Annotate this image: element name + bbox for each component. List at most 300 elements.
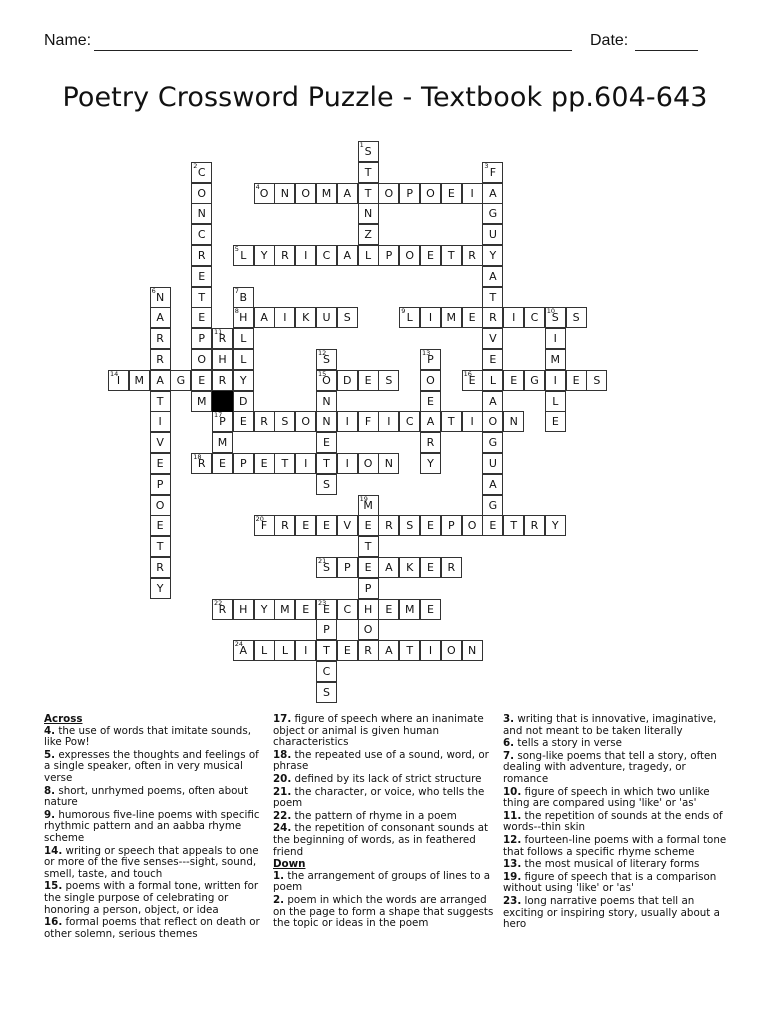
grid-cell[interactable] [254, 599, 275, 620]
cell-letter: O [363, 457, 373, 470]
grid-cell[interactable] [150, 453, 171, 474]
cell-letter: L [489, 373, 496, 387]
grid-cell[interactable] [150, 307, 171, 328]
grid-cell[interactable] [545, 515, 566, 536]
grid-cell[interactable] [399, 245, 420, 266]
cell-letter: D [239, 394, 248, 408]
cell-letter: N [280, 186, 289, 200]
cell-letter: M [363, 498, 373, 512]
grid-cell[interactable] [191, 307, 212, 328]
grid-cell[interactable] [254, 183, 275, 204]
grid-cell[interactable] [545, 349, 566, 370]
grid-cell[interactable] [316, 682, 337, 703]
grid-cell[interactable] [420, 349, 441, 370]
cell-letter: I [345, 415, 349, 429]
clue-number: 11. [503, 809, 522, 822]
cell-letter: A [489, 394, 497, 408]
grid-cell[interactable] [358, 640, 379, 661]
grid-cell[interactable] [482, 453, 503, 474]
grid-cell[interactable] [274, 245, 295, 266]
clue-number: 12. [503, 833, 522, 846]
clue: 9. humorous five-line poems with specific rhythmic pattern and an aabba rhyme scheme [44, 808, 260, 844]
clue-number: 20. [273, 772, 292, 785]
grid-cell[interactable] [358, 245, 379, 266]
grid-cell[interactable] [441, 515, 462, 536]
cell-letter: P [323, 623, 330, 637]
grid-cell[interactable] [191, 203, 212, 224]
grid-cell[interactable] [545, 411, 566, 432]
cell-letter: N [363, 207, 373, 221]
grid-cell[interactable] [150, 391, 171, 412]
grid-cell[interactable] [233, 370, 254, 391]
clue-number: 14. [44, 844, 63, 857]
grid-cell[interactable] [378, 453, 399, 474]
cell-letter: T [323, 457, 330, 470]
date-label: Date: [590, 32, 629, 49]
grid-cell[interactable] [212, 370, 233, 391]
grid-cell[interactable] [399, 307, 420, 328]
clue: 23. long narrative poems that tell an exciting or inspiring story, usually about a hero [503, 894, 720, 931]
grid-cell[interactable] [150, 432, 171, 453]
clue-number: 8. [44, 784, 56, 797]
grid-cell[interactable] [566, 370, 587, 391]
grid-cell[interactable] [441, 307, 462, 328]
grid-cell[interactable] [420, 515, 441, 536]
cell-letter: E [364, 561, 372, 574]
grid-cell[interactable] [358, 557, 379, 578]
cell-letter: L [240, 249, 247, 262]
grid-cell[interactable] [399, 515, 420, 536]
grid-cell[interactable] [482, 432, 503, 453]
cell-letter: C [197, 228, 206, 242]
cell-letter: T [510, 519, 518, 533]
grid-cell[interactable] [233, 307, 254, 328]
cell-letter: I [158, 415, 162, 429]
grid-cell[interactable] [378, 245, 399, 266]
cell-letter: T [447, 249, 455, 262]
cell-letter: A [426, 415, 435, 429]
grid-cell[interactable] [399, 183, 420, 204]
grid-cell[interactable] [191, 391, 212, 412]
grid-cell[interactable] [295, 183, 316, 204]
cell-letter: Y [260, 249, 268, 262]
grid-cell[interactable] [358, 203, 379, 224]
cell-letter: E [427, 249, 434, 262]
grid-cell[interactable] [482, 203, 503, 224]
grid-cell[interactable] [191, 162, 212, 183]
grid-cell[interactable] [399, 640, 420, 661]
grid-cell[interactable] [295, 307, 316, 328]
grid-cell[interactable] [586, 370, 607, 391]
grid-cell[interactable] [358, 224, 379, 245]
clue-number: 2 [193, 161, 198, 170]
grid-cell[interactable] [150, 557, 171, 578]
cell-letter: E [427, 561, 434, 574]
grid-cell[interactable] [150, 515, 171, 536]
cell-letter: R [385, 519, 393, 533]
grid-cell[interactable] [274, 640, 295, 661]
clue-number: 9. [44, 808, 56, 821]
clue-number: 16 [463, 369, 472, 378]
cell-letter: R [468, 249, 476, 262]
grid-cell[interactable] [545, 370, 566, 391]
grid-cell[interactable] [150, 578, 171, 599]
grid-cell[interactable] [503, 370, 524, 391]
grid-cell[interactable] [399, 599, 420, 620]
grid-cell[interactable] [378, 640, 399, 661]
grid-cell[interactable] [337, 453, 358, 474]
clue-number: 3. [503, 713, 515, 725]
clue: 10. figure of speech in which two unlike thing are compared using 'like' or 'as' [503, 785, 710, 810]
grid-cell[interactable] [150, 474, 171, 495]
cell-letter: L [240, 332, 247, 346]
grid-cell[interactable] [358, 536, 379, 557]
grid-cell[interactable] [482, 495, 503, 516]
grid-cell[interactable] [295, 640, 316, 661]
clue-number: 7 [234, 286, 239, 295]
grid-cell[interactable] [482, 411, 503, 432]
grid-cell[interactable] [212, 453, 233, 474]
cell-letter: P [385, 249, 393, 262]
cell-letter: R [218, 332, 227, 346]
grid-cell[interactable] [316, 599, 337, 620]
grid-cell[interactable] [233, 391, 254, 412]
grid-cell[interactable] [482, 183, 503, 204]
clue-number: 18 [193, 453, 202, 461]
grid-cell[interactable] [337, 245, 358, 266]
grid-cell[interactable] [399, 557, 420, 578]
grid-cell[interactable] [191, 453, 212, 474]
grid-cell[interactable] [295, 411, 316, 432]
cell-letter: G [488, 436, 498, 450]
cell-letter: E [323, 602, 330, 616]
grid-cell[interactable] [524, 515, 545, 536]
clue-number: 13. [503, 858, 522, 871]
grid-cell[interactable] [420, 391, 441, 412]
grid-cell[interactable] [358, 162, 379, 183]
grid-cell[interactable] [441, 557, 462, 578]
cell-letter: E [427, 394, 434, 408]
grid-cell[interactable] [420, 557, 441, 578]
cell-letter: S [323, 353, 330, 366]
clue-number: 4 [255, 182, 260, 191]
grid-cell[interactable] [566, 307, 587, 328]
grid-cell[interactable] [420, 411, 441, 432]
grid-cell[interactable] [150, 328, 171, 349]
grid-cell[interactable] [337, 183, 358, 204]
grid-cell[interactable] [358, 599, 379, 620]
grid-cell[interactable] [316, 453, 337, 474]
grid-cell[interactable] [233, 349, 254, 370]
clue-number: 5. [44, 748, 56, 761]
grid-cell[interactable] [337, 370, 358, 391]
grid-cell[interactable] [420, 640, 441, 661]
grid-cell[interactable] [233, 411, 254, 432]
grid-cell[interactable] [358, 183, 379, 204]
grid-cell[interactable] [316, 349, 337, 370]
grid-cell[interactable] [316, 557, 337, 578]
cell-letter: E [239, 415, 247, 429]
grid-cell[interactable] [129, 370, 150, 391]
grid-cell[interactable] [545, 328, 566, 349]
grid-cell[interactable] [316, 619, 337, 640]
black-cell [212, 391, 233, 412]
grid-cell[interactable] [316, 432, 337, 453]
grid-cell[interactable] [170, 370, 191, 391]
grid-cell[interactable] [316, 391, 337, 412]
cell-letter: G [530, 373, 539, 387]
cell-letter: R [156, 561, 164, 574]
grid-cell[interactable] [316, 474, 337, 495]
clue-number: 1. [273, 869, 285, 882]
grid-cell[interactable] [482, 391, 503, 412]
grid-cell[interactable] [233, 328, 254, 349]
grid-cell[interactable] [337, 640, 358, 661]
cell-letter: P [239, 457, 247, 470]
grid-cell[interactable] [420, 453, 441, 474]
grid-cell[interactable] [274, 515, 295, 536]
cell-letter: A [489, 269, 497, 283]
grid-cell[interactable] [503, 307, 524, 328]
grid-cell[interactable] [420, 432, 441, 453]
grid-cell[interactable] [462, 245, 483, 266]
grid-cell[interactable] [254, 640, 275, 661]
grid-cell[interactable] [482, 224, 503, 245]
grid-cell[interactable] [358, 411, 379, 432]
cell-letter: T [156, 394, 164, 408]
grid-cell[interactable] [462, 515, 483, 536]
cell-letter: Y [427, 457, 434, 470]
grid-cell[interactable] [233, 287, 254, 308]
grid-cell[interactable] [378, 183, 399, 204]
grid-cell[interactable] [150, 370, 171, 391]
grid-cell[interactable] [191, 349, 212, 370]
grid-cell[interactable] [337, 411, 358, 432]
clue: 21. the character, or voice, who tells the poem [273, 785, 485, 810]
grid-cell[interactable] [482, 515, 503, 536]
grid-cell[interactable] [316, 183, 337, 204]
cell-letter: T [198, 290, 206, 304]
clue-number: 2. [273, 893, 285, 906]
grid-cell[interactable] [420, 370, 441, 391]
cell-letter: E [156, 457, 164, 470]
grid-cell[interactable] [337, 307, 358, 328]
grid-cell[interactable] [441, 411, 462, 432]
grid-cell[interactable] [358, 453, 379, 474]
cell-letter: E [364, 373, 372, 387]
cell-letter: E [447, 186, 455, 200]
grid-cell[interactable] [337, 557, 358, 578]
cell-letter: D [343, 373, 352, 387]
cell-letter: E [198, 311, 206, 325]
grid-cell[interactable] [274, 307, 295, 328]
clue: 19. figure of speech that is a comparison without using 'like' or 'as' [503, 870, 717, 895]
grid-cell[interactable] [503, 411, 524, 432]
grid-cell[interactable] [420, 599, 441, 620]
grid-cell[interactable] [150, 536, 171, 557]
grid-cell[interactable] [191, 266, 212, 287]
grid-cell[interactable] [212, 599, 233, 620]
grid-cell[interactable] [358, 619, 379, 640]
grid-cell[interactable] [295, 453, 316, 474]
grid-cell[interactable] [274, 599, 295, 620]
grid-cell[interactable] [316, 411, 337, 432]
grid-cell[interactable] [254, 307, 275, 328]
cell-letter: H [363, 602, 373, 616]
clue-number: 14 [110, 369, 119, 378]
grid-cell[interactable] [212, 328, 233, 349]
grid-cell[interactable] [254, 515, 275, 536]
cell-letter: E [551, 415, 559, 429]
grid-cell[interactable] [378, 370, 399, 391]
grid-cell[interactable] [545, 307, 566, 328]
cell-letter: R [218, 373, 227, 387]
grid-cell[interactable] [150, 287, 171, 308]
cell-letter: E [489, 353, 497, 366]
grid-cell[interactable] [358, 370, 379, 391]
grid-cell[interactable] [212, 432, 233, 453]
grid-cell[interactable] [462, 640, 483, 661]
grid-cell[interactable] [378, 411, 399, 432]
grid-cell[interactable] [482, 370, 503, 391]
cell-letter: I [428, 644, 433, 658]
grid-cell[interactable] [150, 349, 171, 370]
grid-cell[interactable] [191, 245, 212, 266]
grid-cell[interactable] [316, 640, 337, 661]
cell-letter: N [197, 207, 206, 221]
grid-cell[interactable] [378, 599, 399, 620]
cell-letter: E [468, 311, 476, 325]
cell-letter: E [364, 519, 372, 533]
clue: 12. fourteen-line poems with a formal tone that follows a specific rhyme scheme [503, 833, 727, 858]
grid-cell[interactable] [233, 640, 254, 661]
page-title: Poetry Crossword Puzzle - Textbook pp.604-643 [62, 82, 708, 113]
grid-cell[interactable] [316, 307, 337, 328]
cell-letter: L [261, 644, 268, 658]
grid-cell[interactable] [358, 515, 379, 536]
cell-letter: S [343, 311, 351, 325]
cell-letter: L [240, 353, 247, 366]
grid-cell[interactable] [482, 245, 503, 266]
cell-letter: R [281, 519, 289, 533]
grid-cell[interactable] [233, 453, 254, 474]
grid-cell[interactable] [462, 411, 483, 432]
grid-cell[interactable] [191, 328, 212, 349]
clue: 7. song-like poems that tell a story, often dealing with adventure, tragedy, or romance [503, 749, 717, 785]
grid-cell[interactable] [358, 578, 379, 599]
grid-cell[interactable] [378, 557, 399, 578]
grid-cell[interactable] [482, 307, 503, 328]
grid-cell[interactable] [337, 515, 358, 536]
grid-cell[interactable] [316, 515, 337, 536]
grid-cell[interactable] [482, 162, 503, 183]
cell-letter: N [509, 415, 518, 429]
cell-letter: P [364, 581, 372, 595]
grid-cell[interactable] [274, 183, 295, 204]
grid-cell[interactable] [295, 515, 316, 536]
grid-cell[interactable] [378, 515, 399, 536]
grid-cell[interactable] [212, 349, 233, 370]
cell-letter: E [427, 602, 434, 616]
cell-letter: Y [156, 581, 164, 595]
grid-cell[interactable] [503, 515, 524, 536]
grid-cell[interactable] [233, 245, 254, 266]
grid-cell[interactable] [482, 266, 503, 287]
grid-cell[interactable] [441, 183, 462, 204]
clue-number: 15. [44, 880, 63, 893]
grid-cell[interactable] [191, 183, 212, 204]
grid-cell[interactable] [545, 391, 566, 412]
grid-cell[interactable] [191, 287, 212, 308]
grid-cell[interactable] [254, 411, 275, 432]
grid-cell[interactable] [399, 411, 420, 432]
grid-cell[interactable] [212, 411, 233, 432]
grid-cell[interactable] [420, 183, 441, 204]
grid-cell[interactable] [441, 640, 462, 661]
grid-cell[interactable] [316, 370, 337, 391]
clue-number: 15 [318, 369, 327, 378]
cell-letter: E [219, 457, 226, 470]
grid-cell[interactable] [420, 307, 441, 328]
cell-letter: E [198, 373, 206, 387]
grid-cell[interactable] [524, 370, 545, 391]
cell-letter: P [219, 415, 226, 429]
cell-letter: O [488, 415, 498, 429]
grid-cell[interactable] [420, 245, 441, 266]
clue: 14. writing or speech that appeals to one or more of the five senses---sight, sound, smell, taste, and touch [44, 844, 259, 880]
grid-cell[interactable] [482, 287, 503, 308]
clue: 24. the repetition of consonant sounds at the beginning of words, as in feathered friend [273, 822, 489, 858]
cell-letter: S [385, 373, 393, 387]
grid-cell[interactable] [337, 599, 358, 620]
cell-letter: I [304, 457, 308, 470]
grid-cell[interactable] [482, 328, 503, 349]
grid-cell[interactable] [358, 495, 379, 516]
grid-cell[interactable] [295, 245, 316, 266]
cell-letter: S [323, 477, 330, 491]
grid-cell[interactable] [462, 307, 483, 328]
grid-cell[interactable] [191, 224, 212, 245]
cell-letter: E [323, 519, 330, 533]
cell-letter: O [155, 498, 165, 512]
grid-cell[interactable] [462, 183, 483, 204]
cell-letter: L [406, 311, 413, 325]
grid-cell[interactable] [274, 453, 295, 474]
grid-cell[interactable] [108, 370, 129, 391]
grid-cell[interactable] [254, 453, 275, 474]
grid-cell[interactable] [462, 370, 483, 391]
clues-column-3 [503, 714, 728, 932]
clue-number: 19. [503, 870, 522, 883]
grid-cell[interactable] [233, 599, 254, 620]
grid-cell[interactable] [358, 141, 379, 162]
grid-cell[interactable] [254, 245, 275, 266]
grid-cell[interactable] [316, 245, 337, 266]
cell-letter: Y [551, 519, 559, 533]
cell-letter: I [116, 373, 121, 387]
grid-cell[interactable] [274, 411, 295, 432]
grid-cell[interactable] [150, 495, 171, 516]
grid-cell[interactable] [482, 474, 503, 495]
grid-cell[interactable] [295, 599, 316, 620]
grid-cell[interactable] [150, 411, 171, 432]
grid-cell[interactable] [482, 349, 503, 370]
cell-letter: S [323, 685, 330, 699]
grid-cell[interactable] [316, 661, 337, 682]
grid-cell[interactable] [191, 370, 212, 391]
grid-cell[interactable] [441, 245, 462, 266]
grid-cell[interactable] [524, 307, 545, 328]
